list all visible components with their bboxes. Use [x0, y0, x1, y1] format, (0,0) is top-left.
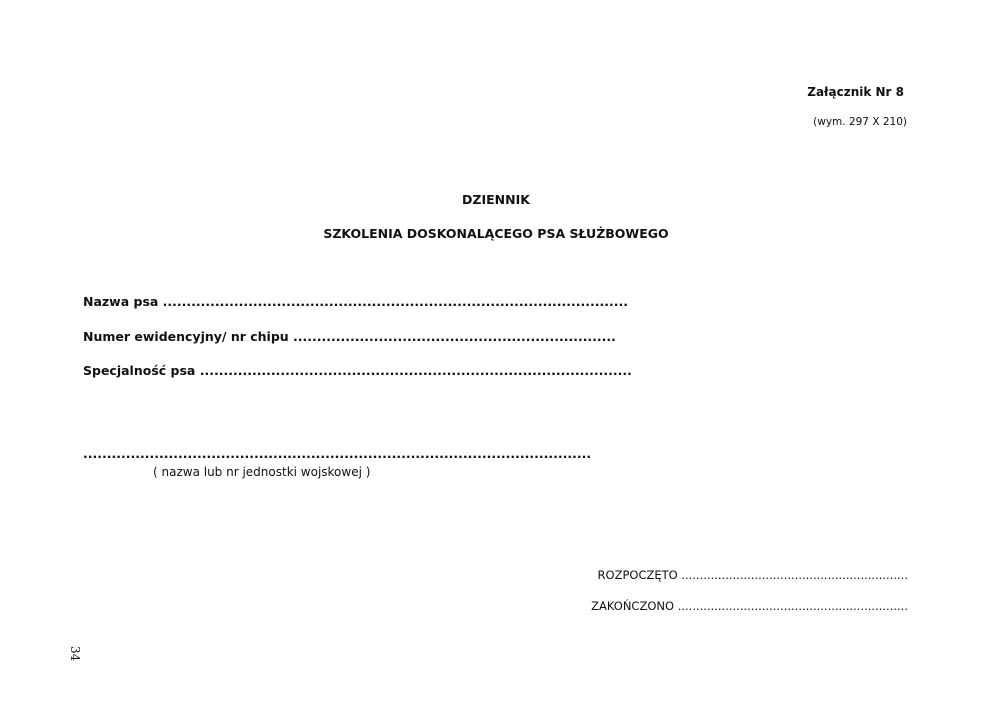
unit-name-caption: ( nazwa lub nr jednostki wojskowej ) — [153, 465, 371, 479]
unit-name-line: ........................................................................................................... — [83, 446, 592, 461]
dimensions-note: (wym. 297 X 210) — [813, 116, 907, 128]
page-number: 34 — [68, 646, 82, 662]
registry-number-field: Numer ewidencyjny/ nr chipu .................................................................... — [83, 329, 616, 344]
started-date-field: ROZPOCZĘTO .............................................................. — [597, 568, 908, 582]
dog-name-field: Nazwa psa .................................................................................................. — [83, 294, 629, 309]
attachment-number: Załącznik Nr 8 — [807, 85, 904, 99]
finished-date-field: ZAKOŃCZONO ............................................................... — [591, 599, 908, 613]
specialty-field: Specjalność psa ........................................................................................... — [83, 363, 632, 378]
document-title: DZIENNIK — [462, 192, 530, 207]
document-subtitle: SZKOLENIA DOSKONALĄCEGO PSA SŁUŻBOWEGO — [323, 226, 669, 241]
